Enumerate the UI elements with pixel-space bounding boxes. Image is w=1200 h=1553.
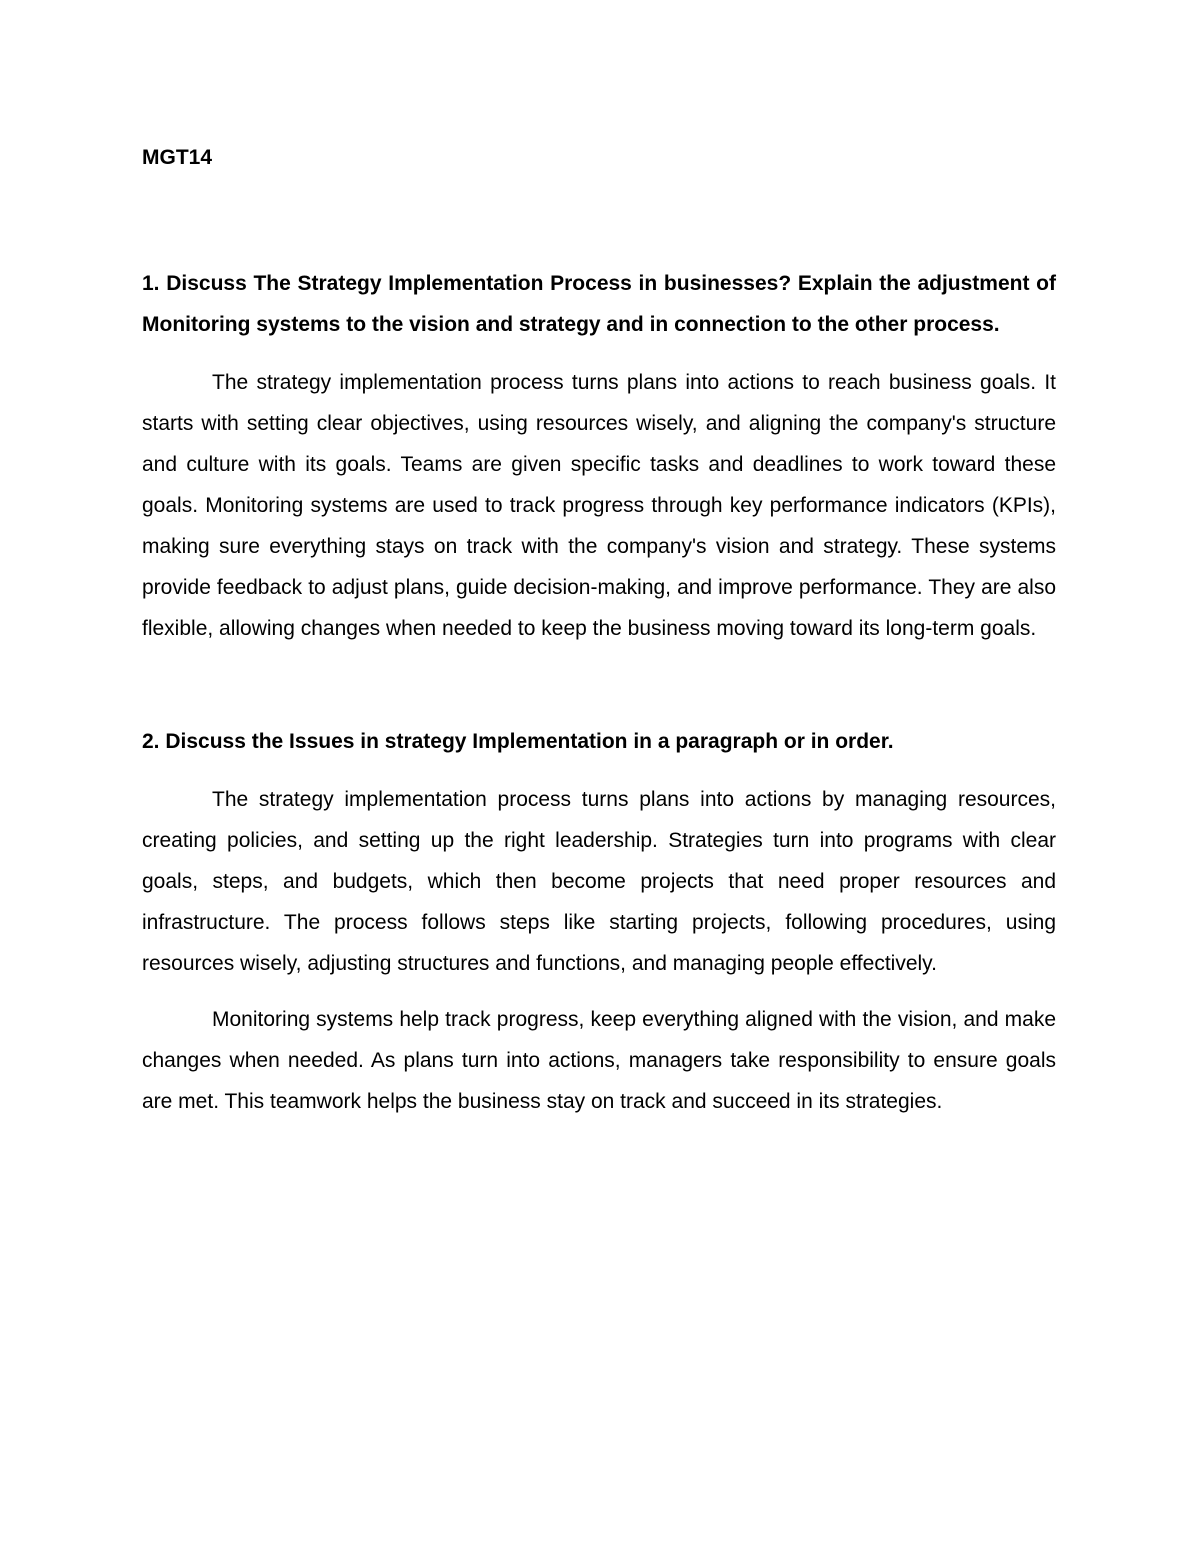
question-2-answer-paragraph-1: The strategy implementation process turns plans into actions by managing resources, creating policies, and setting up the right leadership. Strategies turn into programs with clear goals, steps, and budgets, which then become projects that need proper resources and infrastructure. The process follows steps like starting projects, following procedures, using resources wisely, adjusting structures and functions, and managing people effectively. (142, 788, 1056, 975)
question-2-prompt: 2. Discuss the Issues in strategy Implementation in a paragraph or in order. (142, 730, 894, 753)
question-2-answer-paragraph-2: Monitoring systems help track progress, keep everything aligned with the vision, and make changes when needed. As plans turn into actions, managers take responsibility to ensure goals are met. This teamwork helps the business stay on track and succeed in its strategies. (142, 1008, 1056, 1113)
document-content (142, 141, 1056, 1122)
question-1-prompt: 1. Discuss The Strategy Implementation Process in businesses? Explain the adjustment of Monitoring systems to the vision and strategy and in connection to the other process. (142, 272, 1056, 336)
question-1-answer-paragraph: The strategy implementation process turns plans into actions to reach business goals. It starts with setting clear objectives, using resources wisely, and aligning the company's structure and culture with its goals. Teams are given specific tasks and deadlines to work toward these goals. Monitoring systems are used to track progress through key performance indicators (KPIs), making sure everything stays on track with the company's vision and strategy. These systems provide feedback to adjust plans, guide decision-making, and improve performance. They are also flexible, allowing changes when needed to keep the business moving toward its long-term goals. (142, 371, 1056, 640)
course-code: MGT14 (142, 146, 213, 169)
